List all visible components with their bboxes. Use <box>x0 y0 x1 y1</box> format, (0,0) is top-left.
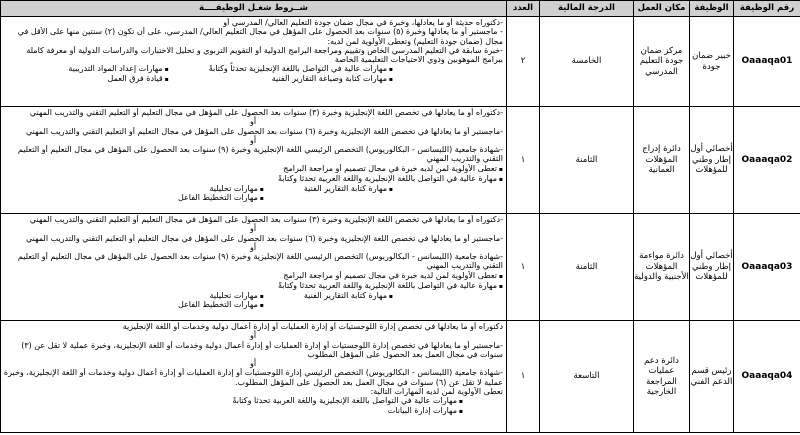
skill-item: ▪ مهارة كتابة التقارير الفنية <box>304 184 393 194</box>
work-place: مركز ضمان جودة التعليم المدرسي <box>634 17 690 107</box>
header-code: رقم الوظيفة <box>734 1 800 17</box>
table-row <box>1 107 800 214</box>
condition-line: -خبرة سابقة في التعليم المدرسي الخاص وتقييم ومراجعة البرامج الدولية أو التقويم التربوي و تحليل الاختبارات والدراسات الدولية أو معرفة كاملة <box>26 45 503 55</box>
condition-line: -ماجستير أو ما يعادلها في تخصص اللغة الإنجليزية وخبرة (٦) سنوات بعد الحصول على المؤهل في مجال التعليم أو التعليم التقني والتدريب المهني <box>26 126 503 136</box>
job-title: أخصائي أول إطار وطني للمؤهلات <box>690 214 734 321</box>
condition-line: -دكتوراه أو ما يعادلها في تخصص اللغة الإنجليزية وخبرة (٣) سنوات بعد الحصول على المؤهل في مجال التعليم أو التعليم التقني والتدريب المهني <box>29 108 503 117</box>
header-row <box>1 1 800 17</box>
header-count: العدد <box>507 1 540 17</box>
condition-line: ▪ مهارة عالية في التواصل باللغة الإنجليزية واللغة العربية تحدثاً وكتابةً <box>3 281 503 291</box>
header-conditions: شــروط شغـل الوظيفــــة <box>1 1 507 17</box>
condition-line: سنوات في مجال العمل بعد الحصول على المؤهل المطلوب <box>307 349 503 359</box>
or-separator: أو <box>249 224 257 234</box>
skill-item: ▪ مهارات إدارة البيانات <box>3 406 503 416</box>
or-separator: أو <box>249 359 257 369</box>
work-place: دائرة إدراج المؤهلات العمانية <box>634 107 690 214</box>
grade: الثامنة <box>540 214 634 321</box>
condition-line: -دكتوراه أو ما يعادلها في تخصص اللغة الإنجليزية وخبرة (٣) سنوات بعد الحصول على المؤهل في مجال التعليم أو التعليم التقني والتدريب المهني <box>29 215 503 224</box>
skill-item: ▪ مهارات التخطيط الفاعل <box>178 193 264 203</box>
condition-line: التقني والتدريب المهني <box>426 154 503 164</box>
skill-item: ▪ مهارات تحليلية <box>178 184 264 194</box>
condition-line: -ماجستير أو ما يعادلها في تخصص إدارة اللوجستيات أو إدارة العمليات أو إدارة أعمال دولية وخدمات أو اللغة الإنجليزية، وخبرة عملية لا تقل عن (٣) <box>21 340 503 350</box>
header-grade: الدرجة المالية <box>540 1 634 17</box>
skills-list <box>3 291 503 311</box>
grade: الخامسة <box>540 17 634 107</box>
condition-line: عملية لا تقل عن (٦) سنوات في مجال العمل بعد الحصول على المؤهل المطلوب. <box>235 377 503 387</box>
condition-line: ببرامج الموهوبين وذوي الاحتياجات التعليمية الخاصة <box>334 55 503 65</box>
job-conditions <box>1 107 507 214</box>
condition-line: - ماجستير أو ما يعادلها وخبرة (٥) سنوات بعد الحصول على المؤهل في مجال التعليم العالي/ المدرسي، على أن تكون (٢) سنتين منها على الأقل في <box>17 27 503 37</box>
or-separator: أو <box>249 135 257 145</box>
skills-list <box>3 184 503 204</box>
or-separator: أو <box>249 331 257 341</box>
condition-line: ▪ تعطى الأولوية لمن لديه خبرة في مجال تصميم أو مراجعة البرامج <box>3 164 503 174</box>
skills-list <box>3 64 503 84</box>
job-code: Oaaaqa04 <box>734 321 800 433</box>
job-title: أخصائي أول إطار وطني للمؤهلات <box>690 107 734 214</box>
job-conditions <box>1 17 507 107</box>
job-conditions <box>1 214 507 321</box>
work-place: دائرة دعم عمليات المراجعة الخارجية <box>634 321 690 433</box>
job-code: Oaaaqa01 <box>734 17 800 107</box>
condition-line: -دكتوراه حديثة أو ما يعادلها، وخبرة في مجال ضمان جودة التعليم العالي/ المدرسي أو <box>223 18 503 27</box>
condition-line: مجال (ضمان جودة التعليم) وتعطى الأولوية لمن لديه: <box>327 36 503 46</box>
grade: الثامنة <box>540 107 634 214</box>
skill-item: ▪ مهارات كتابة وصياغة التقارير الفنية <box>209 74 393 84</box>
condition-line: -شهادة جامعية (الليسانس - البكالوريوس) التخصص الرئيسي إدارة اللوجستيات أو إدارة العمليات أو إدارة أعمال دولية وخدمات أو اللغة الإنجليزية، وخبرة <box>3 368 503 378</box>
condition-line: التقني والتدريب المهني <box>426 261 503 271</box>
job-conditions <box>1 321 507 433</box>
skill-item: ▪ مهارات عالية في التواصل باللغة الإنجليزية واللغة العربية تحدثاً وكتابةً <box>3 396 503 406</box>
count: ١ <box>507 214 540 321</box>
grade: التاسعة <box>540 321 634 433</box>
table-row <box>1 214 800 321</box>
count: ٢ <box>507 17 540 107</box>
table-row <box>1 17 800 107</box>
skill-item: ▪ مهارات عالية في التواصل باللغة الإنجليزية تحدثاً وكتابةً <box>209 64 393 74</box>
skill-item: ▪ مهارات إعداد المواد التدريبية <box>68 64 168 74</box>
job-code: Oaaaqa02 <box>734 107 800 214</box>
count: ١ <box>507 321 540 433</box>
condition-line: -ماجستير أو ما يعادلها في تخصص اللغة الإنجليزية وخبرة (٦) سنوات بعد الحصول على المؤهل في مجال التعليم أو التعليم التقني والتدريب المهني <box>26 233 503 243</box>
condition-line: ▪ مهارة عالية في التواصل باللغة الإنجليزية واللغة العربية تحدثاً وكتابةً <box>3 174 503 184</box>
or-separator: أو <box>249 242 257 252</box>
work-place: دائرة مواءمة المؤهلات الأجنبية والدولية <box>634 214 690 321</box>
table-row <box>1 321 800 433</box>
condition-line: تعطى الأولوية لمن لديه المهارات التالية: <box>370 386 503 396</box>
skill-item: ▪ قيادة فرق العمل <box>68 74 168 84</box>
header-job: الوظيفة <box>690 1 734 17</box>
count: ١ <box>507 107 540 214</box>
skill-item: ▪ مهارة كتابة التقارير الفنية <box>304 291 393 301</box>
skill-item: ▪ مهارات التخطيط الفاعل <box>178 300 264 310</box>
job-code: Oaaaqa03 <box>734 214 800 321</box>
job-title: رئيس قسم الدعم الفني <box>690 321 734 433</box>
header-place: مكان العمل <box>634 1 690 17</box>
condition-line: -شهادة جامعية (الليسانس - البكالوريوس) التخصص الرئيسي اللغة الإنجليزية وخبرة (٩) سنوات بعد الحصول على المؤهل في مجال التعليم أو التعليم <box>17 145 503 155</box>
or-separator: أو <box>249 117 257 127</box>
condition-line: -شهادة جامعية (الليسانس - البكالوريوس) التخصص الرئيسي اللغة الإنجليزية وخبرة (٩) سنوات بعد الحصول على المؤهل في مجال التعليم أو التعليم <box>17 252 503 262</box>
condition-line: دكتوراه أو ما يعادلها في تخصص إدارة اللوجستيات أو إدارة العمليات أو إدارة أعمال دولية وخدمات أو اللغة الإنجليزية <box>122 322 503 331</box>
condition-line: ▪ تعطى الأولوية لمن لديه خبرة في مجال تصميم أو مراجعة البرامج <box>3 271 503 281</box>
skill-item: ▪ مهارات تحليلية <box>178 291 264 301</box>
job-title: خبير ضمان جودة <box>690 17 734 107</box>
